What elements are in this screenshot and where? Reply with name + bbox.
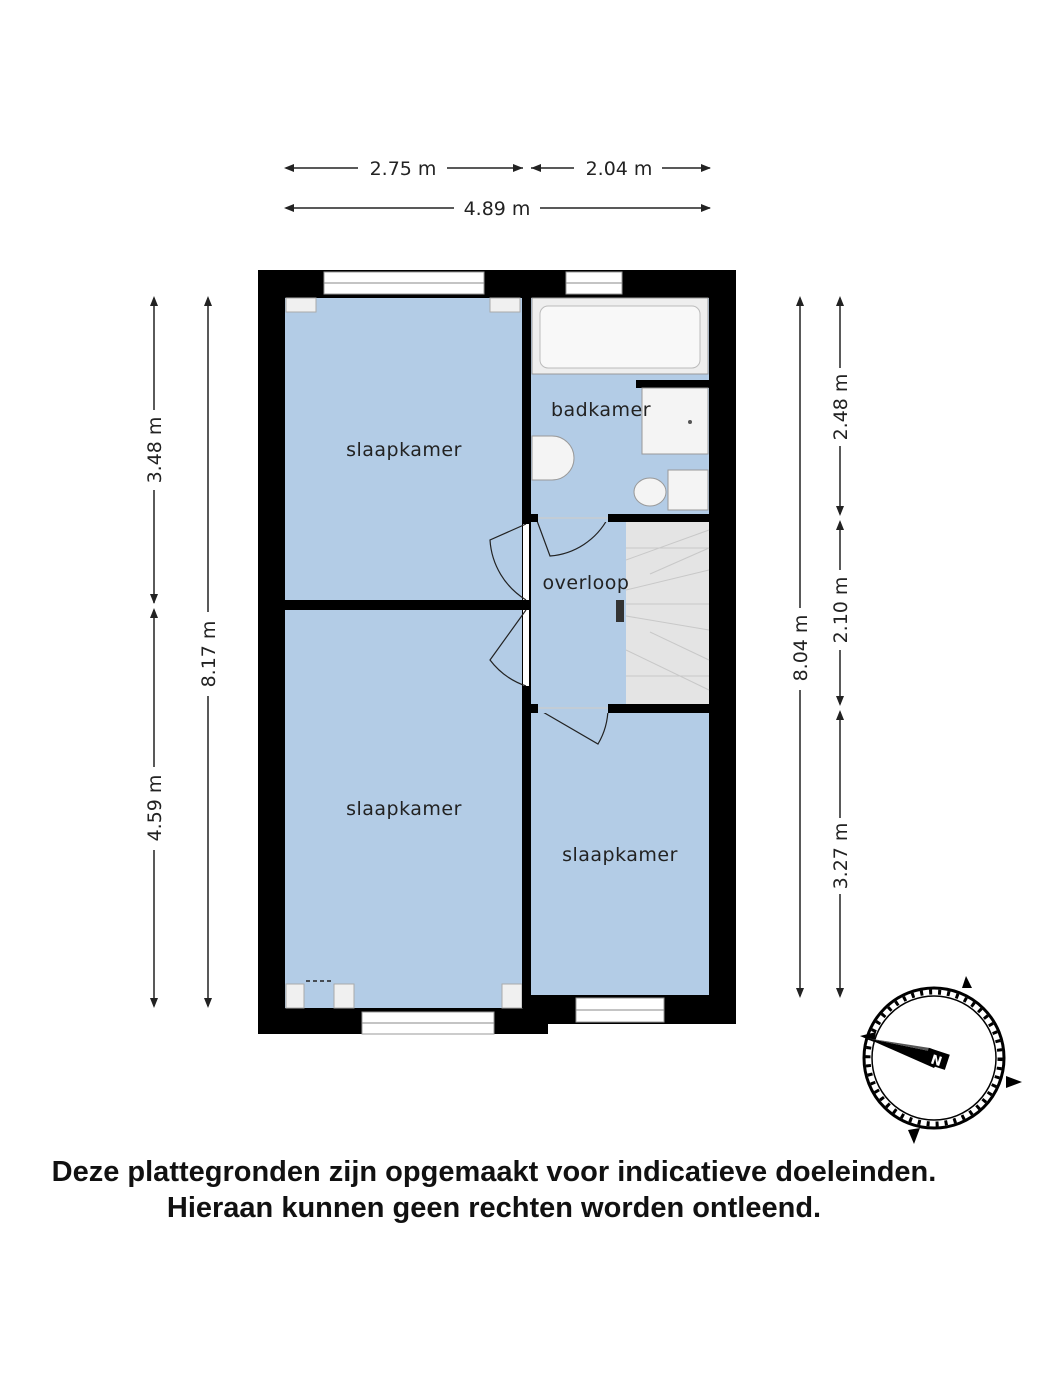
sink xyxy=(532,436,574,480)
dim-right-bottom-height: 3.27 m xyxy=(830,822,852,890)
label-bathroom: badkamer xyxy=(550,399,652,421)
label-bedroom-bottom: slaapkamer xyxy=(346,798,462,820)
dim-left-bottom-height: 4.59 m xyxy=(144,774,166,842)
dim-right-mid-height: 2.10 m xyxy=(830,576,852,644)
bathtub xyxy=(532,298,708,374)
dim-right-total-height: 8.04 m xyxy=(790,614,812,682)
compass-north-label: N xyxy=(928,1052,944,1071)
label-bedroom-top: slaapkamer xyxy=(346,439,462,461)
disclaimer-line-2: Hieraan kunnen geen rechten worden ontleend. xyxy=(166,1192,822,1224)
dim-total-width: 4.89 m xyxy=(463,198,531,220)
stairs xyxy=(616,522,709,704)
label-bedroom-right: slaapkamer xyxy=(562,844,678,866)
shower xyxy=(642,388,708,454)
dim-left-total-height: 8.17 m xyxy=(198,620,220,688)
dim-top-left-width: 2.75 m xyxy=(369,158,437,180)
label-landing: overloop xyxy=(542,572,630,594)
building xyxy=(258,270,738,1036)
compass xyxy=(860,976,1022,1144)
dim-right-top-height: 2.48 m xyxy=(830,373,852,441)
dim-left-top-height: 3.48 m xyxy=(144,416,166,484)
dim-top-right-width: 2.04 m xyxy=(585,158,653,180)
disclaimer-line-1: Deze plattegronden zijn opgemaakt voor indicatieve doeleinden. xyxy=(51,1156,937,1188)
